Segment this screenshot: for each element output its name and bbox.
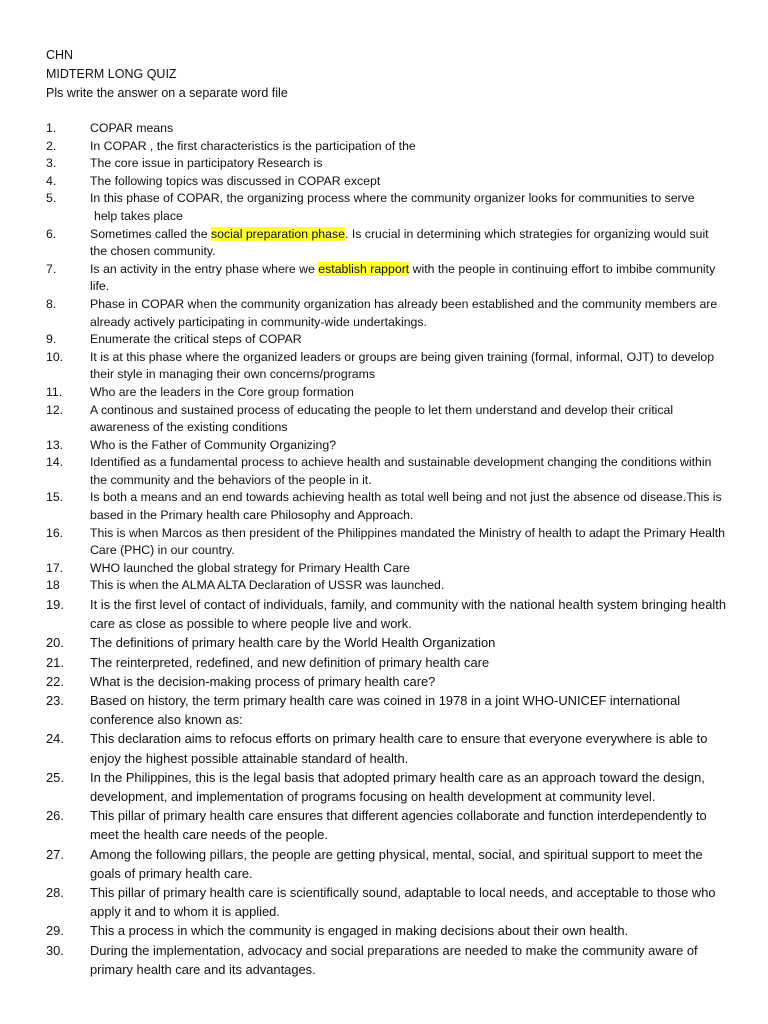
question-text: During the implementation, advocacy and social preparations are needed to make the community aware of primary health care and its advantages. — [90, 942, 698, 977]
question-number: 26. — [46, 808, 64, 824]
question-text: The core issue in participatory Research is — [90, 156, 323, 171]
question-text: Who are the leaders in the Core group formation — [90, 384, 354, 399]
question-continuation: help takes place — [94, 208, 183, 223]
question-item — [46, 261, 726, 296]
question-item — [46, 138, 726, 156]
question-item — [46, 633, 726, 652]
question-item — [46, 489, 726, 524]
question-number: 28. — [46, 885, 64, 901]
subject-label: CHN — [46, 48, 74, 62]
question-text: The definitions of primary health care by the World Health Organization — [90, 635, 496, 651]
question-number: 27. — [46, 846, 64, 862]
question-number: 18 — [46, 578, 60, 593]
question-text: Sometimes called the — [90, 226, 211, 241]
question-item — [46, 672, 726, 691]
question-item — [46, 845, 726, 883]
question-number: 4. — [46, 173, 57, 188]
question-item — [46, 120, 726, 138]
document-header — [46, 46, 288, 103]
question-text: In this phase of COPAR, the organizing process where the community organizer looks for communities to serve — [90, 191, 695, 206]
question-item — [46, 941, 726, 979]
question-number: 25. — [46, 769, 64, 785]
question-item — [46, 437, 726, 455]
question-text: Is an activity in the entry phase where we — [90, 261, 319, 276]
question-list — [46, 120, 726, 979]
question-text: It is the first level of contact of individuals, family, and community with the national health system bringing health care as close as possible to where people live and work. — [90, 597, 727, 632]
question-text: In COPAR , the first characteristics is the participation of the — [90, 138, 416, 153]
question-number: 16. — [46, 525, 64, 540]
question-number: 12. — [46, 402, 64, 417]
question-item — [46, 525, 726, 560]
question-number: 6. — [46, 226, 57, 241]
question-item — [46, 806, 726, 844]
question-item — [46, 653, 726, 672]
question-number: 30. — [46, 942, 64, 958]
question-item — [46, 595, 726, 633]
question-number: 5. — [46, 191, 57, 206]
question-number: 2. — [46, 138, 57, 153]
question-text: . Is crucial in determining which strategies for organizing would suit the chosen community. — [90, 226, 709, 259]
question-number: 10. — [46, 349, 64, 364]
question-item — [46, 296, 726, 331]
question-text: with the people in continuing effort to imbibe community life. — [90, 261, 716, 294]
question-number: 24. — [46, 731, 64, 747]
question-text: WHO launched the global strategy for Primary Health Care — [90, 560, 410, 575]
question-text: This pillar of primary health care is scientifically sound, adaptable to local needs, and acceptable to those who apply it and to whom it is applied. — [90, 885, 716, 920]
question-number: 17. — [46, 560, 64, 575]
question-text: The reinterpreted, redefined, and new definition of primary health care — [90, 654, 490, 670]
question-text: Phase in COPAR when the community organization has already been established and the community members are already actively participating in community-wide undertakings. — [90, 296, 718, 329]
question-number: 29. — [46, 923, 64, 939]
question-text: Is both a means and an end towards achieving health as total well being and not just the absence od disease.This is based in the Primary health care Philosophy and Approach. — [90, 490, 722, 523]
question-item — [46, 883, 726, 921]
question-number: 1. — [46, 121, 57, 135]
question-text: Based on history, the term primary health care was coined in 1978 in a joint WHO-UNICEF international conference also known as: — [90, 693, 681, 728]
question-number: 3. — [46, 156, 57, 171]
question-text: A continous and sustained process of educating the people to let them understand and develop their critical awareness of the existing conditions — [90, 402, 674, 435]
instruction-text: Pls write the answer on a separate word file — [46, 86, 288, 100]
question-item — [46, 402, 726, 437]
question-number: 15. — [46, 490, 64, 505]
question-text: It is at this phase where the organized leaders or groups are being given training (formal, informal, OJT) to develop their style in managing their own concerns/programs — [90, 349, 715, 382]
question-text: COPAR means — [90, 121, 174, 135]
question-text: Who is the Father of Community Organizing? — [90, 437, 337, 452]
question-item — [46, 768, 726, 806]
question-text: The following topics was discussed in COPAR except — [90, 173, 381, 188]
question-text: Enumerate the critical steps of COPAR — [90, 332, 302, 347]
question-number: 7. — [46, 261, 57, 276]
question-item — [46, 331, 726, 349]
question-number: 20. — [46, 635, 64, 651]
question-text: This a process in which the community is engaged in making decisions about their own health. — [90, 923, 629, 939]
question-number: 8. — [46, 296, 57, 311]
question-text: Identified as a fundamental process to achieve health and sustainable development changing the conditions within the community and the behaviors of the people in it. — [90, 455, 712, 487]
question-number: 11. — [46, 384, 63, 399]
question-text: This is when the ALMA ALTA Declaration of USSR was launched. — [90, 578, 445, 593]
question-text: This is when Marcos as then president of the Philippines mandated the Ministry of health to adapt the Primary Health Care (PHC) in our country. — [90, 525, 725, 558]
question-text: This declaration aims to refocus efforts on primary health care to ensure that everyone everywhere is able to enjoy the highest possible attainable standard of health. — [90, 731, 708, 766]
highlighted-phrase: social preparation phase — [210, 226, 345, 241]
question-item — [46, 173, 726, 191]
question-item — [46, 226, 726, 261]
question-item — [46, 454, 726, 489]
question-item — [46, 921, 726, 940]
question-item — [46, 577, 726, 595]
question-number: 21. — [46, 654, 64, 670]
question-number: 23. — [46, 693, 64, 709]
quiz-title: MIDTERM LONG QUIZ — [46, 67, 177, 81]
question-item — [46, 691, 726, 729]
question-item — [46, 384, 726, 402]
question-item — [46, 560, 726, 578]
question-item — [46, 729, 726, 767]
highlighted-phrase: establish rapport — [318, 261, 410, 276]
question-number: 9. — [46, 332, 57, 347]
question-item — [46, 349, 726, 384]
question-text: In the Philippines, this is the legal basis that adopted primary health care as an approach toward the design, development, and implementation of programs focusing on health development at community level. — [90, 769, 705, 805]
question-number: 19. — [46, 597, 64, 613]
question-text: Among the following pillars, the people are getting physical, mental, social, and spiritual support to meet the goals of primary health care. — [90, 846, 703, 881]
question-item — [46, 190, 726, 225]
question-number: 22. — [46, 673, 64, 689]
question-text: What is the decision-making process of primary health care? — [90, 673, 436, 689]
question-number: 13. — [46, 437, 64, 452]
question-number: 14. — [46, 455, 64, 470]
question-item — [46, 155, 726, 173]
question-text: This pillar of primary health care ensures that different agencies collaborate and function interdependently to meet the health care needs of the people. — [90, 808, 707, 843]
